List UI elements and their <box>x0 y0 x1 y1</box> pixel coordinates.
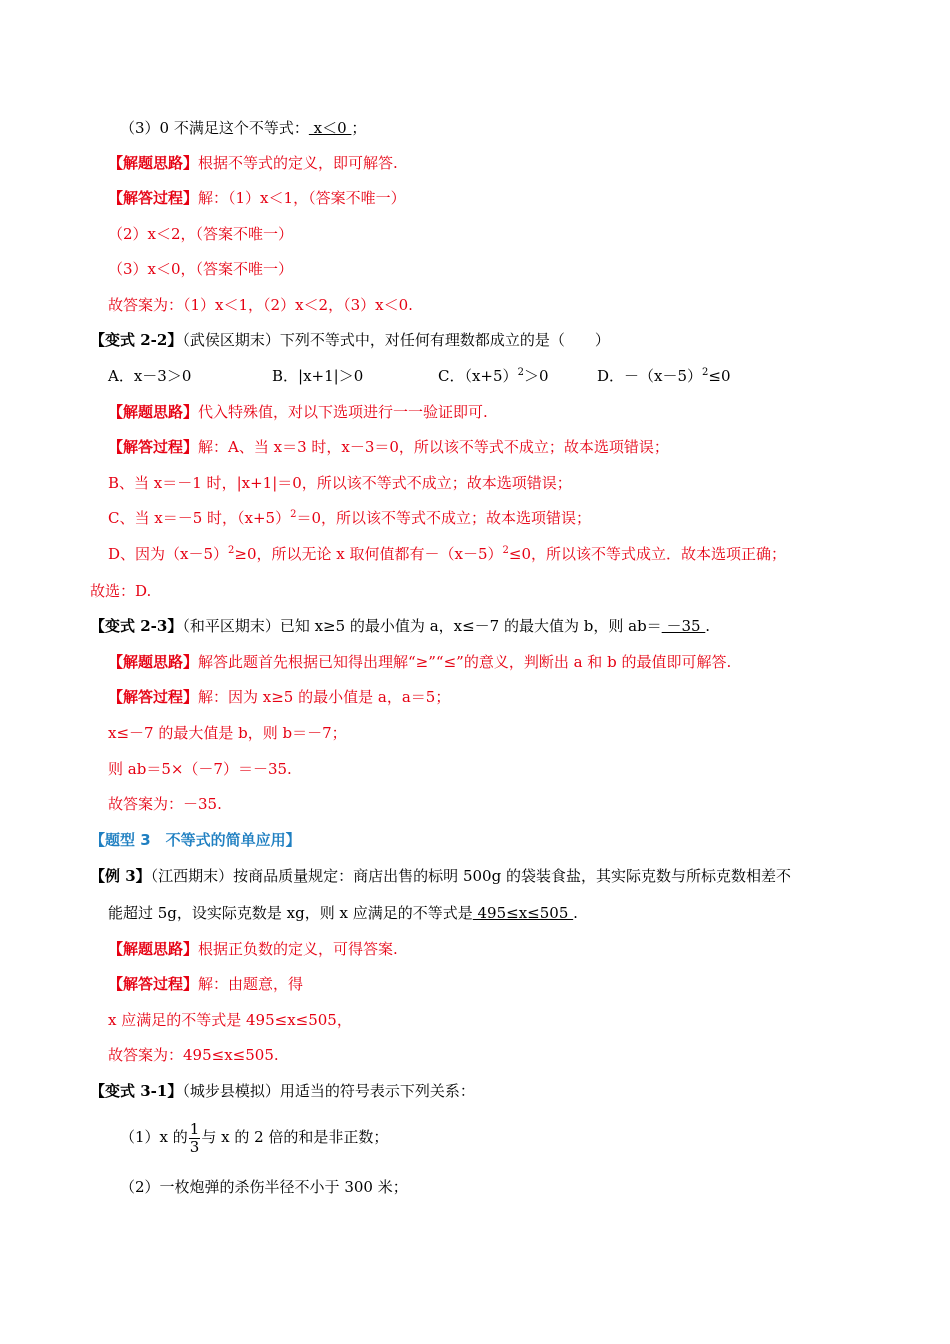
solution-step: 则 ab＝5×（－7）＝－35. <box>108 760 292 778</box>
answer-blank: 495≤x≤505 <box>472 904 574 922</box>
fraction: $\frac{1}{3}$ <box>189 1119 200 1156</box>
solution-process <box>108 973 303 995</box>
tag-label: 【解题思路】 <box>108 653 199 671</box>
solution-idea <box>108 401 488 423</box>
answer-line: 故答案为：495≤x≤505. <box>108 1046 279 1064</box>
solution-process <box>108 686 450 708</box>
answer-line: 故答案为：（1）x＜1，（2）x＜2，（3）x＜0. <box>108 296 413 314</box>
solution-process <box>108 436 669 458</box>
option-c: C．$(x+5)^2>0$ <box>438 367 549 385</box>
solution-step: （3）x＜0，（答案不唯一） <box>108 260 294 278</box>
section-heading: 【题型 3 不等式的简单应用】 <box>90 831 301 849</box>
solution-idea: 【解题思路】根据不等式的定义，即可解答. <box>108 154 398 172</box>
solution-step: B、当 x＝－1 时，|x+1|＝0，所以该不等式不成立；故本选项错误； <box>108 474 572 492</box>
tag-text: 代入特殊值，对以下选项进行一一验证即可. <box>198 403 488 421</box>
tag-label: 【解答过程】 <box>108 688 199 706</box>
tag-label: 【解答过程】 <box>108 975 199 993</box>
option-a: A．x－3＞0 <box>108 367 192 385</box>
solution-step: （2）x＜2，（答案不唯一） <box>108 225 294 243</box>
text-line: （2）一枚炮弹的杀伤半径不小于 300 米； <box>120 1178 408 1196</box>
option-b: B．|x+1|＞0 <box>272 367 364 385</box>
tag-label: 【解题思路】 <box>108 403 199 421</box>
solution-step: D、因为$(x-5)^2\ge 0$，所以无论 x 取何值都有$-(x-5)^2\le 0$，所以该不等式成立．故本选项正确； <box>108 545 787 563</box>
example-3: 【例 3】（江西期末）按商品质量规定：商店出售的标明 500g 的袋装食盐，其实际克数与所标克数相差不 <box>90 867 791 885</box>
tag-text: 解：A、当 x＝3 时，x－3＝0，所以该不等式不成立；故本选项错误； <box>198 438 669 456</box>
text-line: （1）x 的 $\frac{1}{3}$ 与 x 的 2 倍的和是非正数； <box>120 1119 389 1156</box>
solution-step: C、当 x＝－5 时，$(x+5)^2=0$，所以该不等式不成立；故本选项错误； <box>108 509 592 527</box>
text-line: （3）0 不满足这个不等式： x＜0 ； <box>120 119 367 137</box>
question-variant-3-1: 【变式 3-1】（城步县模拟）用适当的符号表示下列关系： <box>90 1082 475 1100</box>
tag-text: 解：由题意，得 <box>198 975 304 993</box>
solution-step: x≤－7 的最大值是 b，则 b＝－7； <box>108 724 347 742</box>
answer-line: 故答案为：－35. <box>108 795 222 813</box>
solution-idea <box>108 938 398 960</box>
answer-blank: x＜0 <box>308 119 352 137</box>
tag-text: 解答此题首先根据已知得出理解“≥”“≤”的意义，判断出 a 和 b 的最值即可解答. <box>198 653 732 671</box>
text-line: 能超过 5g，设实际克数是 xg，则 x 应满足的不等式是 495≤x≤505 . <box>108 904 578 922</box>
choice-line: 故选：D. <box>90 582 152 600</box>
solution-process: 【解答过程】解：（1）x＜1，（答案不唯一） <box>108 189 406 207</box>
question-variant-2-2: 【变式 2-2】（武侯区期末）下列不等式中，对任何有理数都成立的是（ ） <box>90 331 610 349</box>
option-d: D．$-(x-5)^2\le 0$ <box>597 367 731 385</box>
solution-idea <box>108 651 731 673</box>
tag-label: 【解题思路】 <box>108 940 199 958</box>
tag-text: 解：因为 x≥5 的最小值是 a，a＝5； <box>198 688 451 706</box>
solution-step: x 应满足的不等式是 495≤x≤505， <box>108 1011 352 1029</box>
answer-blank: －35 <box>661 617 706 635</box>
tag-text: 根据正负数的定义，可得答案. <box>198 940 398 958</box>
question-variant-2-3: 【变式 2-3】（和平区期末）已知 x≥5 的最小值为 a，x≤－7 的最大值为 b，则 ab＝ －35 . <box>90 617 711 635</box>
tag-label: 【解答过程】 <box>108 438 199 456</box>
